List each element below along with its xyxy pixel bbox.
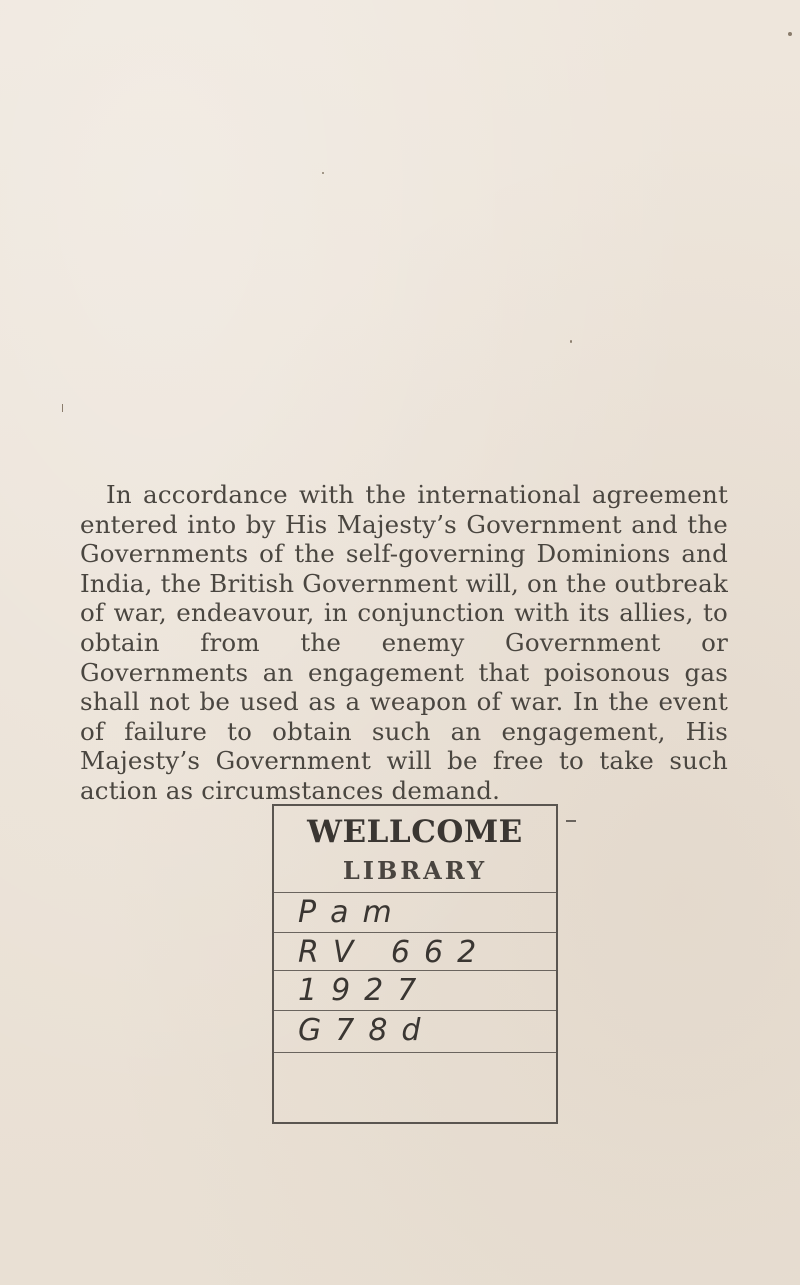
stamp-row-classmark: RV 662	[274, 932, 556, 972]
stamp-header	[274, 806, 556, 894]
stamp-title: WELLCOME	[307, 814, 523, 850]
body-paragraph: In accordance with the international agreement entered into by His Majesty’s Government and the Governments of the self-governing Dominions and India, the British Government will, on the outbreak of war, endeavour, in conjunction with its allies, to obtain from the enemy Government or Governments an engagement that poisonous gas shall not be used as a weapon of war. In the event of failure to obtain such an engagement, His Majesty’s Government will be free to take such action as circumstances demand.	[80, 480, 728, 805]
paper-speck	[62, 404, 63, 412]
stamp-subtitle: LIBRARY	[342, 856, 488, 885]
library-stamp	[272, 804, 558, 1124]
paper-speck	[570, 340, 572, 343]
stamp-row-collection: Pam	[274, 892, 556, 932]
paper-speck	[788, 32, 792, 36]
stamp-row-code: G78d	[274, 1010, 556, 1050]
stamp-row-blank	[274, 1052, 556, 1122]
paper-speck	[322, 172, 324, 174]
stamp-dash-mark	[566, 820, 576, 822]
stamp-row-year: 1927	[274, 970, 556, 1010]
